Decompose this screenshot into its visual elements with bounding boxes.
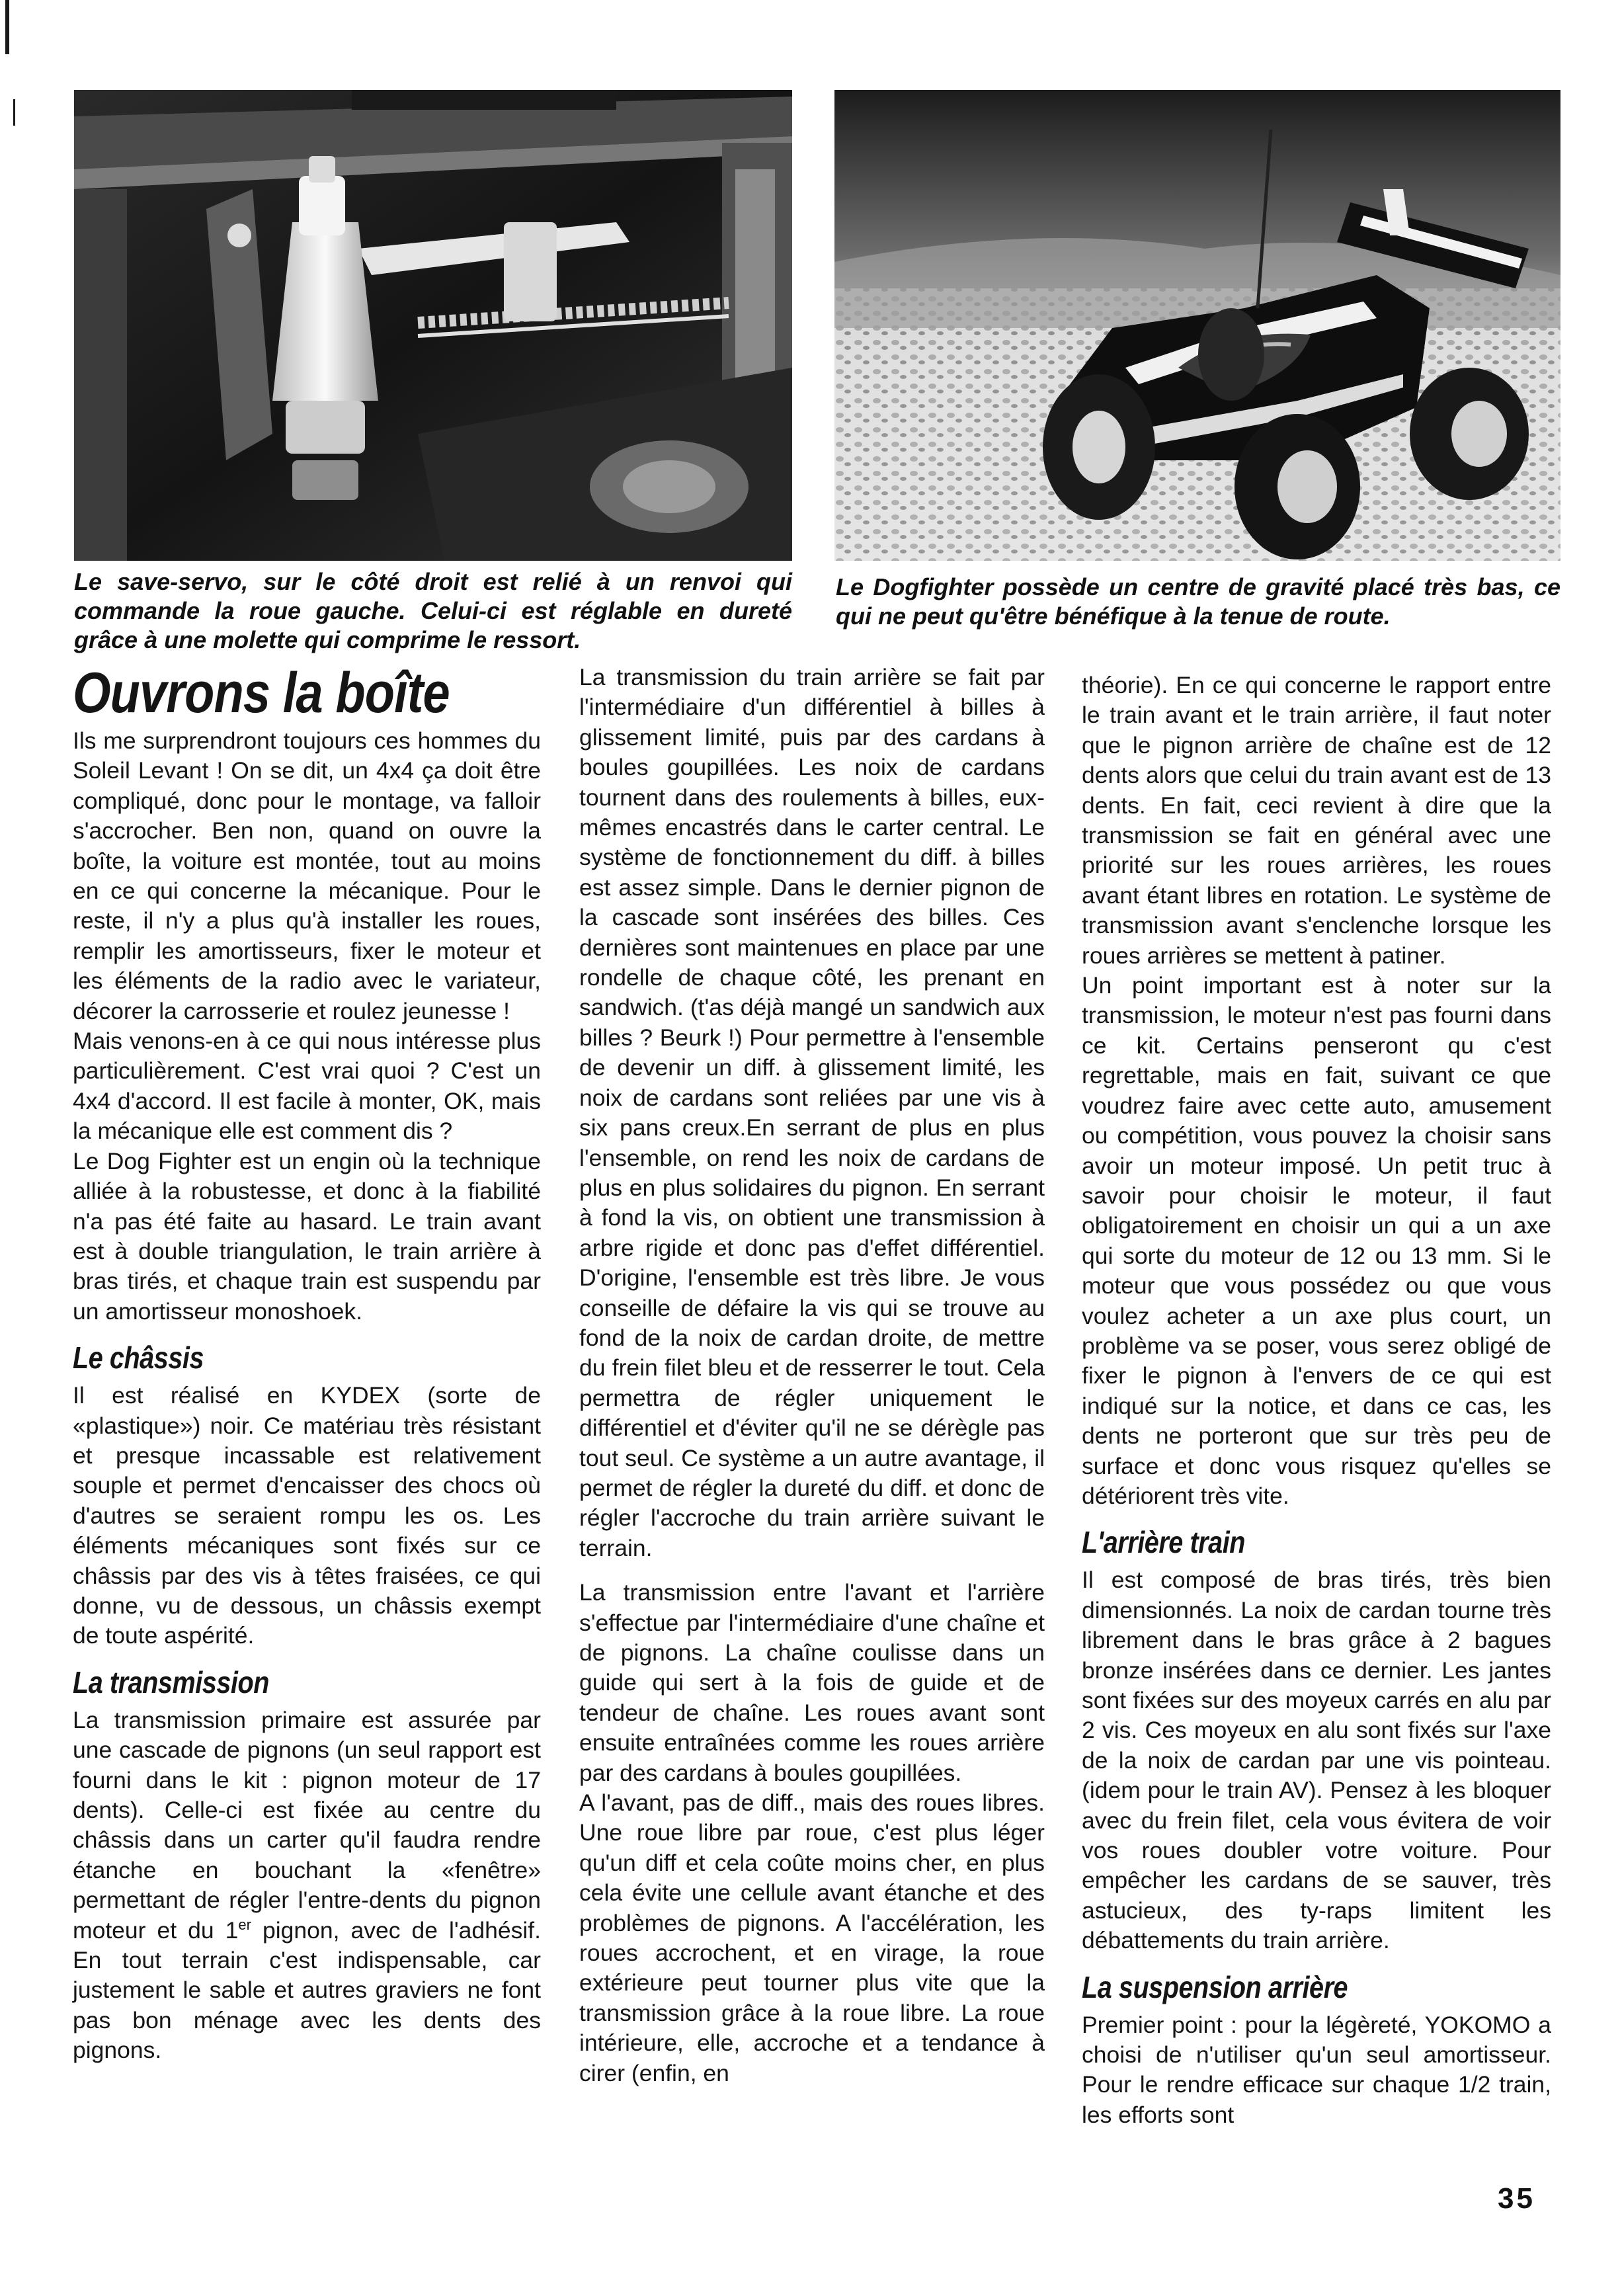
ordinal-suffix: er — [238, 1916, 251, 1933]
paragraph: Un point important est à noter sur la transmission, le moteur n'est pas fourni dans ce kit. Certains penseront qu c'est regrettable, mais en fait, suivant ce que voudrez faire avec cette auto, amusement ou compétition, vous pouvez la choisir sans avoir un moteur imposé. Un petit truc à savoir pour choisir le moteur, il faut obligatoirement en choisir un qui a un axe qui sorte du moteur de 12 ou 13 mm. Si le moteur que vous possédez ou que vous voulez acheter a un axe plus court, un problème va se poser, vous serez obligé de fixer le pignon à l'envers de ce qui est indiqué sur la notice, et dans ce cas, les dents ne porteront que sur très peu de surface et donc vous risquez qu'elles se détériorent très vite. — [1082, 972, 1551, 1509]
scan-edge-mark-top — [5, 0, 9, 54]
paragraph: Il est composé de bras tirés, très bien dimensionnés. La noix de cardan tourne très librement dans le bras grâce à 2 bagues bronze insérées dans ce dernier. Les jantes sont fixées sur des moyeux carrés en alu par 2 vis. Ces moyeux en alu sont fixés sur l'axe de la noix de cardan par une vis pointeau. (idem pour le train AV). Pensez à les bloquer avec du frein filet, cela vous évitera de voir vos roues doubler votre voiture. Pour empêcher les cardans de se sauver, très astucieux, des ty-raps limitent les débattements du train arrière. — [1082, 1567, 1551, 1954]
caption-dogfighter: Le Dogfighter possède un centre de gravité placé très bas, ce qui ne peut qu'être bénéfique à la tenue de route. — [836, 573, 1560, 630]
paragraph: La transmission du train arrière se fait par l'intermédiaire d'un différentiel à billes à glissement limité, puis par des cardans à boules goupillées. Les noix de cardans tournent dans des roulements à billes, eux-mêmes encastrés dans le carter central. Le système de fonctionnement du diff. à billes est assez simple. Dans le dernier pignon de la cascade sont insérées des billes. Ces dernières sont maintenues en place par une rondelle de chaque côté, les prenant en sandwich. (t'as déjà mangé un sandwich aux billes ? Beurk !) Pour permettre à l'ensemble de devenir un diff. à glissement limité, les noix de cardans sont reliées par une vis à six pans creux.En serrant de plus en plus l'ensemble, on rend les noix de cardans de plus en plus solidaires du pignon. En serrant à fond la vis, on obtient une transmission à arbre rigide et donc pas d'effet différentiel. D'origine, l'ensemble est très libre. Je vous conseille de défaire la vis qui se trouve au fond de la noix de cardan droite, de mettre du frein filet bleu et de resserrer le tout. Cela permettra de régler uniquement le différentiel et d'éviter qu'il ne se dérègle pas tout seul. Ce système a un autre avantage, il permet de régler la dureté du diff. et donc de régler l'accroche du train arrière suivant le terrain. — [579, 664, 1045, 1561]
page-number: 35 — [1498, 2182, 1535, 2215]
dogfighter-illustration — [834, 90, 1560, 561]
paragraph: théorie). En ce qui concerne le rapport entre le train avant et le train arrière, il faut noter que le pignon arrière de chaîne est de 12 dents alors que celui du train avant est de 13 dents. En fait, ceci revient à dire que la transmission se fait en général avec une priorité sur les roues arrières, les roues avant étant libres en rotation. Le système de transmission avant s'enclenche lorsque les roues arrières se mettent à patiner. — [1082, 672, 1551, 969]
save-servo-illustration — [74, 90, 792, 561]
scan-edge-mark-mid — [13, 99, 15, 126]
paragraph: La transmission entre l'avant et l'arrière s'effectue par l'intermédiaire d'une chaîne et de pignons. La chaîne coulisse dans un guide qui sert à la fois de guide et de tendeur de chaîne. Les roues avant sont ensuite entraînées comme les roues arrière par des cardans à boules goupillées. — [579, 1579, 1045, 1786]
heading-ouvrons-la-boite: Ouvrons la boîte — [73, 661, 450, 725]
paragraph: Premier point : pour la légèreté, YOKOMO a choisi de n'utiliser qu'un seul amortisseur. Pour le rendre efficace sur chaque 1/2 train, les efforts sont — [1082, 2011, 1551, 2128]
article-column-2 — [579, 663, 1045, 2088]
heading-le-chassis: Le châssis — [73, 1340, 204, 1375]
article-column-3 — [1082, 671, 1551, 2130]
heading-suspension-arriere: La suspension arrière — [1082, 1969, 1348, 2004]
photo-dogfighter — [834, 90, 1560, 561]
caption-save-servo: Le save-servo, sur le côté droit est relié à un renvoi qui commande la roue gauche. Celui-ci est réglable en dureté grâce à une molette qui comprime le ressort. — [74, 568, 792, 653]
heading-arriere-train: L'arrière train — [1082, 1525, 1246, 1560]
article-column-1 — [73, 661, 541, 2066]
paragraph: Le Dog Fighter est un engin où la technique alliée à la robustesse, et donc à la fiabilité n'a pas été faite au hasard. Le train avant est à double triangulation, le train arrière à bras tirés, et chaque train est suspendu par un amortisseur monoshoek. — [73, 1147, 541, 1325]
heading-la-transmission: La transmission — [73, 1664, 269, 1700]
paragraph: Il est réalisé en KYDEX (sorte de «plastique») noir. Ce matériau très résistant et presque incassable est relativement souple et permet d'encaisser des chocs où d'autres se seraient rompu les os. Les éléments mécaniques sont fixés sur ce châssis par des vis à têtes fraisées, ce qui donne, vu de dessous, un châssis exempt de toute aspérité. — [73, 1382, 541, 1649]
paragraph: A l'avant, pas de diff., mais des roues libres. Une roue libre par roue, c'est plus léger qu'un diff et cela coûte moins cher, en plus cela évite une cellule avant étanche et des problèmes de pignons. A l'accélération, les roues accrochent, et en virage, la roue extérieure peut tourner plus vite que la transmission grâce à la roue libre. La roue intérieure, elle, accroche et a tendance à cirer (enfin, en — [579, 1789, 1045, 2086]
paragraph: Ils me surprendront toujours ces hommes du Soleil Levant ! On se dit, un 4x4 ça doit être compliqué, donc pour le montage, va falloir s'accrocher. Ben non, quand on ouvre la boîte, la voiture est montée, tout au moins en ce qui concerne la mécanique. Pour le reste, il n'y a plus qu'à installer les roues, remplir les amortisseurs, fixer le moteur et les éléments de la radio avec le variateur, décorer la carrosserie et roulez jeunesse ! — [73, 727, 541, 1024]
paragraph-text: La transmission primaire est assurée par une cascade de pignons (un seul rapport est fourni dans le kit : pignon moteur de 17 dents). Celle-ci est fixée au centre du châssis dans un carter qu'il faudra rendre étanche en bouchant la «fenêtre» permettant de régler l'entre-dents du pignon moteur et du 1 — [73, 1706, 541, 1944]
paragraph: Mais venons-en à ce qui nous intéresse plus particulièrement. C'est vrai quoi ? C'est un 4x4 d'accord. Il est facile à monter, OK, mais la mécanique elle est comment dis ? — [73, 1028, 541, 1145]
paragraph-text: pignon, avec de l'adhésif. En tout terrain c'est indispensable, car justement le sable et autres graviers ne font pas bon ménage avec les dents des pignons. — [73, 1916, 541, 2064]
photo-save-servo — [74, 90, 792, 561]
paragraph — [73, 1705, 541, 2066]
